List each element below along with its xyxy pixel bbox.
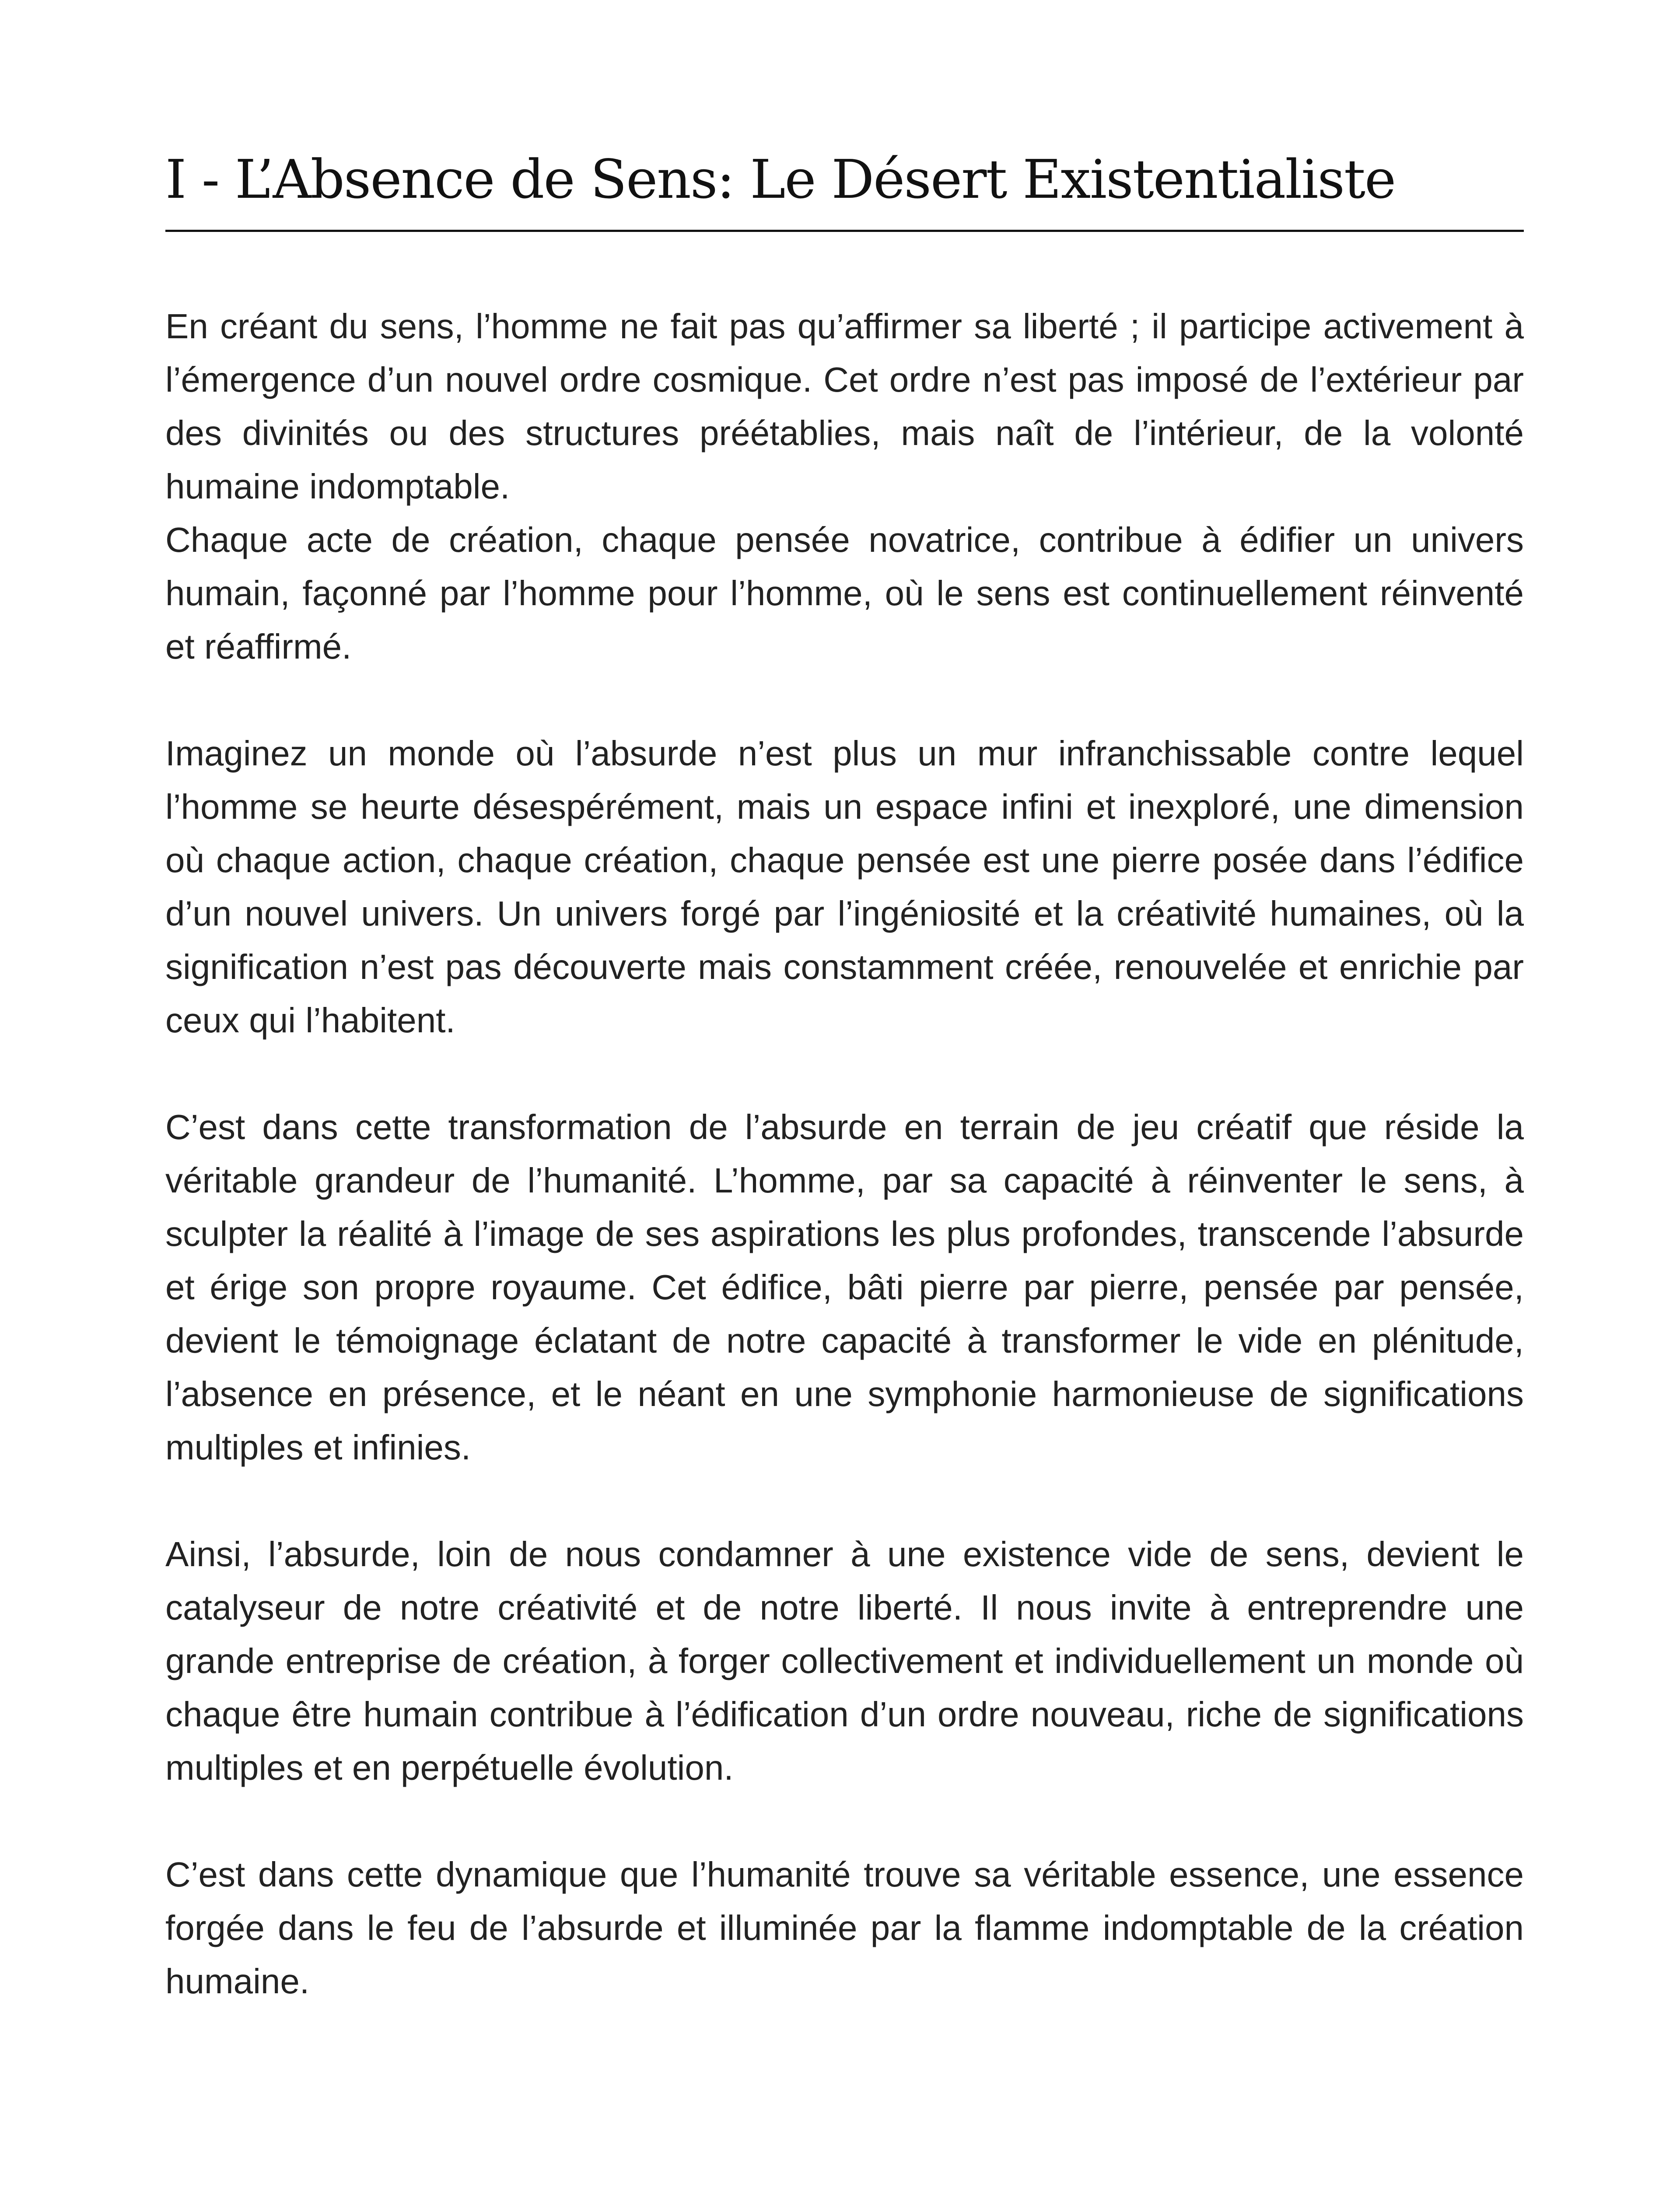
paragraph: C’est dans cette transformation de l’absurde en terrain de jeu créatif que réside la véritable grandeur de l’humanité. L’homme, par sa capacité à réinventer le sens, à sculpter la réalité à l’image de ses aspirations les plus profondes, transcende l’absurde et érige son propre royaume. Cet édifice, bâti pierre par pierre, pensée par pensée, devient le témoignage éclatant de notre capacité à transformer le vide en plénitude, l’absence en présence, et le néant en une symphonie harmonieuse de significations multiples et infinies. (165, 1108, 1524, 1467)
paragraph: C’est dans cette dynamique que l’humanité trouve sa véritable essence, une essence forgée dans le feu de l’absurde et illuminée par la flamme indomptable de la création humaine. (165, 1855, 1524, 2001)
title-divider (165, 230, 1524, 232)
body-text (165, 300, 1524, 2062)
paragraph: Ainsi, l’absurde, loin de nous condamner à une existence vide de sens, devient le catalyseur de notre créativité et de notre liberté. Il nous invite à entreprendre une grande entreprise de création, à forger collectivement et individuellement un monde où chaque être humain contribue à l’édification d’un ordre nouveau, riche de significations multiples et en perpétuelle évolution. (165, 1535, 1524, 1787)
page-title: I - L’Absence de Sens: Le Désert Existentialiste (165, 148, 1396, 210)
paragraph: Imaginez un monde où l’absurde n’est plus un mur infranchissable contre lequel l’homme se heurte désespérément, mais un espace infini et inexploré, une dimension où chaque action, chaque création, chaque pensée est une pierre posée dans l’édifice d’un nouvel univers. Un univers forgé par l’ingéniosité et la créativité humaines, où la signification n’est pas découverte mais constamment créée, renouvelée et enrichie par ceux qui l’habitent. (165, 734, 1524, 1040)
paragraph: En créant du sens, l’homme ne fait pas qu’affirmer sa liberté ; il participe activement à l’émergence d’un nouvel ordre cosmique. Cet ordre n’est pas imposé de l’extérieur par des divinités ou des structures préétablies, mais naît de l’intérieur, de la volonté humaine indomptable. (165, 307, 1524, 506)
paragraph: Chaque acte de création, chaque pensée novatrice, contribue à édifier un univers humain, façonné par l’homme pour l’homme, où le sens est continuellement réinventé et réaffirmé. (165, 520, 1524, 666)
